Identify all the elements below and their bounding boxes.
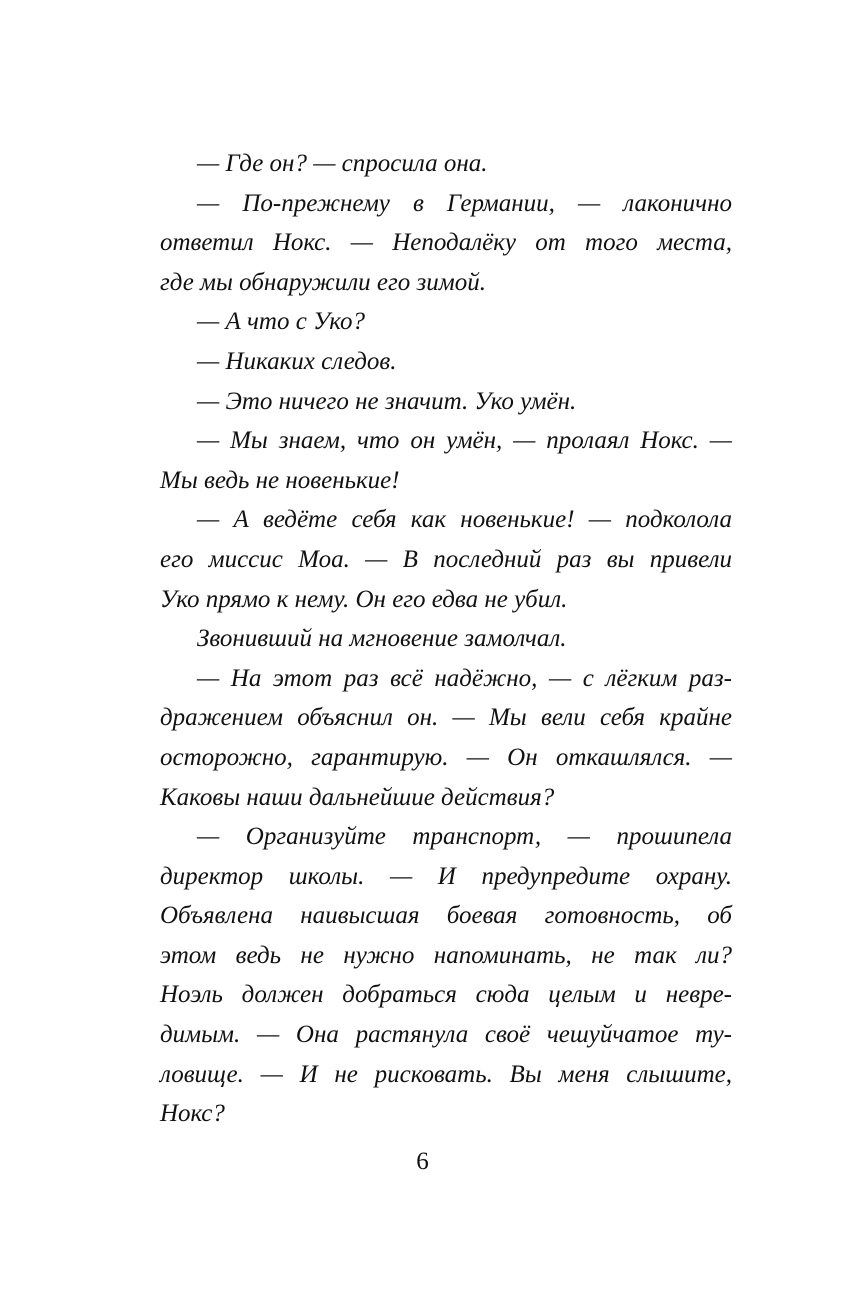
text-line: — Где он? — спросила она.: [197, 150, 488, 177]
text-line: где мы обнаружили его зимой.: [160, 268, 486, 296]
text-line: этом ведь не нужно напоминать, не так ли?: [160, 941, 732, 969]
body-text: [160, 144, 732, 1134]
text-line: осторожно, гарантирую. — Он откашлялся. —: [160, 743, 732, 771]
text-line: — По-прежнему в Германии, — лаконично: [197, 189, 732, 217]
text-line: — Это ничего не значит. Уко умён.: [197, 387, 577, 415]
text-line: ответил Нокс. — Неподалёку от того места,: [160, 229, 732, 257]
text-line: Каковы наши дальнейшие действия?: [160, 783, 555, 811]
text-line: дражением объяснил он. — Мы вели себя крайне: [160, 704, 732, 732]
text-line: — Организуйте транспорт, — прошипела: [197, 823, 732, 851]
text-line: директор школы. — И предупредите охрану.: [160, 862, 732, 890]
text-line: Объявлена наивысшая боевая готовность, об: [160, 902, 732, 930]
text-line: — А ведёте себя как новенькие! — подколола: [197, 506, 732, 534]
text-line: его миссис Моа. — В последний раз вы привели: [160, 545, 732, 573]
text-line: — Мы знаем, что он умён, — пролаял Нокс. —: [197, 427, 732, 455]
text-line: ловище. — И не рисковать. Вы меня слышите,: [160, 1060, 732, 1088]
page-number: 6: [416, 1148, 429, 1175]
text-line: — Никаких следов.: [197, 347, 397, 375]
text-line: Мы ведь не новенькие!: [160, 466, 400, 494]
text-line: Ноэль должен добраться сюда целым и невре-: [160, 981, 732, 1009]
text-line: димым. — Она растянула своё чешуйчатое ту-: [160, 1021, 732, 1049]
text-line: — На этот раз всё надёжно, — с лёгким раз-: [197, 664, 732, 692]
text-line: Уко прямо к нему. Он его едва не убил.: [160, 585, 568, 613]
text-line: Звонивший на мгновение замолчал.: [197, 625, 567, 653]
text-line: — А что с Уко?: [197, 308, 366, 336]
text-line: Нокс?: [160, 1100, 225, 1128]
